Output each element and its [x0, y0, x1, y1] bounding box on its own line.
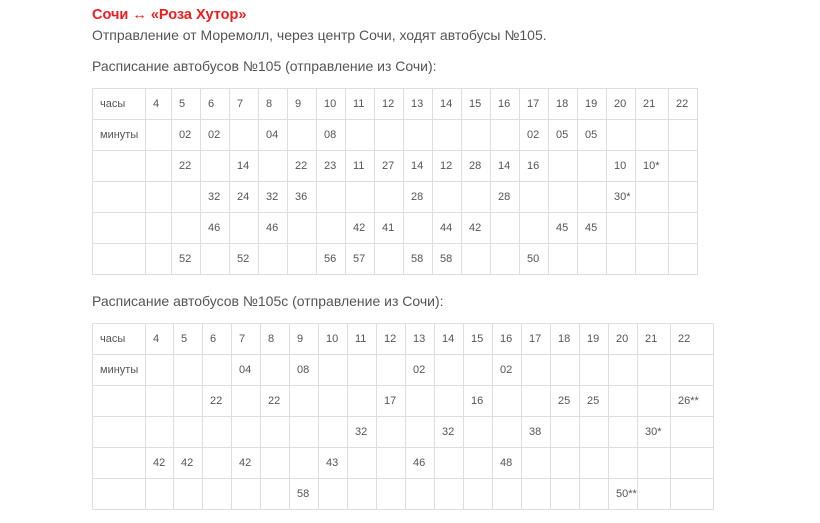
- minute-cell: [580, 417, 609, 448]
- minute-cell: [522, 479, 551, 510]
- minutes-label: минуты: [93, 355, 146, 386]
- hour-cell: 16: [491, 89, 520, 120]
- hour-cell: 12: [375, 89, 404, 120]
- minute-cell: [375, 182, 404, 213]
- minute-cell: 32: [435, 417, 464, 448]
- minute-cell: [520, 213, 549, 244]
- hour-cell: 13: [404, 89, 433, 120]
- minute-cell: 25: [580, 386, 609, 417]
- hour-cell: 15: [464, 324, 493, 355]
- minute-cell: [146, 151, 172, 182]
- minute-cell: [230, 120, 259, 151]
- minute-cell: [406, 417, 435, 448]
- minute-cell: [669, 213, 698, 244]
- hour-cell: 8: [259, 89, 288, 120]
- minute-cell: 10: [607, 151, 636, 182]
- minute-cell: [522, 448, 551, 479]
- minute-cell: 02: [172, 120, 201, 151]
- minute-cell: [406, 479, 435, 510]
- minute-cell: [348, 479, 377, 510]
- minute-cell: [230, 213, 259, 244]
- minute-cell: [377, 479, 406, 510]
- minute-cell: 48: [493, 448, 522, 479]
- hour-cell: 8: [261, 324, 290, 355]
- route-description: Отправление от Моремолл, через центр Сочи, ходят автобусы №105.: [92, 27, 547, 43]
- minutes-row-continued: [93, 244, 698, 275]
- minute-cell: [259, 151, 288, 182]
- minute-cell: [435, 479, 464, 510]
- hour-cell: 4: [146, 324, 174, 355]
- minute-cell: [346, 120, 375, 151]
- minute-cell: [609, 355, 638, 386]
- minute-cell: [671, 355, 714, 386]
- minute-cell: [435, 386, 464, 417]
- minute-cell: 41: [375, 213, 404, 244]
- minutes-label: минуты: [93, 120, 146, 151]
- hour-cell: 22: [671, 324, 714, 355]
- minute-cell: [201, 151, 230, 182]
- minute-cell: 36: [288, 182, 317, 213]
- minute-cell: [404, 213, 433, 244]
- hour-cell: 7: [230, 89, 259, 120]
- minute-cell: [669, 120, 698, 151]
- minute-cell: 28: [404, 182, 433, 213]
- minute-cell: 57: [346, 244, 375, 275]
- minute-cell: [288, 120, 317, 151]
- minute-cell: 05: [549, 120, 578, 151]
- minute-cell: 08: [290, 355, 319, 386]
- minute-cell: 10*: [636, 151, 669, 182]
- minute-cell: [493, 479, 522, 510]
- minute-cell: [232, 479, 261, 510]
- minute-cell: 22: [172, 151, 201, 182]
- minute-cell: 17: [377, 386, 406, 417]
- minute-cell: [464, 417, 493, 448]
- hour-cell: 12: [377, 324, 406, 355]
- minute-cell: [317, 213, 346, 244]
- minute-cell: 38: [522, 417, 551, 448]
- minute-cell: [232, 417, 261, 448]
- minutes-row-continued: [93, 448, 714, 479]
- minute-cell: [375, 244, 404, 275]
- minute-cell: [377, 355, 406, 386]
- minute-cell: 46: [201, 213, 230, 244]
- minute-cell: [578, 151, 607, 182]
- minute-cell: 28: [491, 182, 520, 213]
- hour-cell: 4: [146, 89, 172, 120]
- minute-cell: [669, 151, 698, 182]
- minute-cell: [462, 182, 491, 213]
- minute-cell: [377, 417, 406, 448]
- minute-cell: [174, 417, 203, 448]
- hour-cell: 17: [522, 324, 551, 355]
- minute-cell: [638, 479, 671, 510]
- minute-cell: 22: [261, 386, 290, 417]
- minute-cell: [609, 386, 638, 417]
- minute-cell: [580, 479, 609, 510]
- minute-cell: [520, 182, 549, 213]
- hours-row: [93, 324, 714, 355]
- minute-cell: [93, 182, 146, 213]
- minute-cell: 45: [578, 213, 607, 244]
- hour-cell: 21: [636, 89, 669, 120]
- minute-cell: 58: [404, 244, 433, 275]
- minute-cell: 52: [230, 244, 259, 275]
- minutes-row-continued: [93, 479, 714, 510]
- minute-cell: 30*: [638, 417, 671, 448]
- minute-cell: [549, 151, 578, 182]
- minute-cell: [93, 417, 146, 448]
- minute-cell: [172, 182, 201, 213]
- minute-cell: [491, 213, 520, 244]
- minute-cell: [146, 417, 174, 448]
- minute-cell: [549, 182, 578, 213]
- minutes-row: [93, 120, 698, 151]
- minute-cell: [607, 120, 636, 151]
- hour-cell: 20: [609, 324, 638, 355]
- minute-cell: [146, 355, 174, 386]
- minute-cell: [288, 213, 317, 244]
- minute-cell: [261, 355, 290, 386]
- minute-cell: [636, 213, 669, 244]
- schedule-105-table: [92, 88, 698, 275]
- minute-cell: [174, 355, 203, 386]
- minute-cell: 50: [520, 244, 549, 275]
- minute-cell: [669, 182, 698, 213]
- minutes-row-continued: [93, 151, 698, 182]
- minute-cell: 32: [259, 182, 288, 213]
- hours-label: часы: [93, 324, 146, 355]
- minute-cell: 04: [232, 355, 261, 386]
- minute-cell: [671, 417, 714, 448]
- minute-cell: 32: [348, 417, 377, 448]
- minute-cell: [669, 244, 698, 275]
- minute-cell: 42: [346, 213, 375, 244]
- minute-cell: [609, 417, 638, 448]
- minute-cell: [146, 386, 174, 417]
- minute-cell: [462, 244, 491, 275]
- minute-cell: [493, 386, 522, 417]
- minute-cell: 05: [578, 120, 607, 151]
- minute-cell: [549, 244, 578, 275]
- minute-cell: [317, 182, 346, 213]
- minutes-row-continued: [93, 213, 698, 244]
- minute-cell: [261, 479, 290, 510]
- minute-cell: [435, 448, 464, 479]
- minutes-row-continued: [93, 386, 714, 417]
- minute-cell: [607, 244, 636, 275]
- minute-cell: [146, 479, 174, 510]
- minute-cell: [290, 386, 319, 417]
- minute-cell: [433, 182, 462, 213]
- minute-cell: [93, 244, 146, 275]
- hour-cell: 7: [232, 324, 261, 355]
- minute-cell: [404, 120, 433, 151]
- minute-cell: 16: [464, 386, 493, 417]
- hour-cell: 5: [172, 89, 201, 120]
- minute-cell: [288, 244, 317, 275]
- hour-cell: 17: [520, 89, 549, 120]
- minute-cell: [93, 448, 146, 479]
- minute-cell: [638, 448, 671, 479]
- minute-cell: [146, 213, 172, 244]
- minute-cell: [609, 448, 638, 479]
- hour-cell: 9: [288, 89, 317, 120]
- minute-cell: 11: [346, 151, 375, 182]
- minute-cell: [578, 182, 607, 213]
- minute-cell: [232, 386, 261, 417]
- minute-cell: [636, 244, 669, 275]
- minute-cell: [406, 386, 435, 417]
- minute-cell: [174, 386, 203, 417]
- hour-cell: 10: [317, 89, 346, 120]
- minute-cell: [464, 355, 493, 386]
- minute-cell: [522, 355, 551, 386]
- minute-cell: [146, 182, 172, 213]
- minute-cell: 26**: [671, 386, 714, 417]
- minute-cell: 04: [259, 120, 288, 151]
- minute-cell: [261, 448, 290, 479]
- hour-cell: 11: [348, 324, 377, 355]
- minute-cell: [290, 417, 319, 448]
- minute-cell: 02: [520, 120, 549, 151]
- schedule-105c-heading: Расписание автобусов №105с (отправление из Сочи):: [92, 293, 444, 309]
- minute-cell: 30*: [607, 182, 636, 213]
- minute-cell: 22: [288, 151, 317, 182]
- minute-cell: 24: [230, 182, 259, 213]
- minute-cell: 46: [259, 213, 288, 244]
- hour-cell: 21: [638, 324, 671, 355]
- minute-cell: 27: [375, 151, 404, 182]
- minute-cell: [203, 448, 232, 479]
- minute-cell: [146, 120, 172, 151]
- minute-cell: 52: [172, 244, 201, 275]
- minute-cell: 02: [493, 355, 522, 386]
- minute-cell: [174, 479, 203, 510]
- minute-cell: [93, 151, 146, 182]
- hour-cell: 11: [346, 89, 375, 120]
- hour-cell: 9: [290, 324, 319, 355]
- minute-cell: 32: [201, 182, 230, 213]
- hour-cell: 18: [551, 324, 580, 355]
- minute-cell: 42: [462, 213, 491, 244]
- hours-label: часы: [93, 89, 146, 120]
- minute-cell: [319, 417, 348, 448]
- minutes-row-continued: [93, 182, 698, 213]
- minute-cell: [671, 479, 714, 510]
- minute-cell: 23: [317, 151, 346, 182]
- minutes-row: [93, 355, 714, 386]
- minute-cell: [551, 417, 580, 448]
- minute-cell: [261, 417, 290, 448]
- minute-cell: 14: [404, 151, 433, 182]
- minute-cell: [607, 213, 636, 244]
- minute-cell: [259, 244, 288, 275]
- minute-cell: [638, 386, 671, 417]
- minute-cell: [93, 386, 146, 417]
- minute-cell: [93, 479, 146, 510]
- schedule-105c-table: [92, 323, 714, 510]
- minute-cell: 58: [290, 479, 319, 510]
- minute-cell: 42: [232, 448, 261, 479]
- hour-cell: 14: [433, 89, 462, 120]
- hour-cell: 10: [319, 324, 348, 355]
- hour-cell: 18: [549, 89, 578, 120]
- minute-cell: 14: [491, 151, 520, 182]
- minute-cell: 45: [549, 213, 578, 244]
- minute-cell: 56: [317, 244, 346, 275]
- route-title: Сочи ↔ «Роза Хутор»: [92, 7, 247, 23]
- hour-cell: 19: [580, 324, 609, 355]
- minute-cell: [671, 448, 714, 479]
- minute-cell: 46: [406, 448, 435, 479]
- minutes-row-continued: [93, 417, 714, 448]
- minute-cell: [201, 244, 230, 275]
- minute-cell: [435, 355, 464, 386]
- minute-cell: 28: [462, 151, 491, 182]
- minute-cell: [462, 120, 491, 151]
- minute-cell: [636, 182, 669, 213]
- minute-cell: 02: [201, 120, 230, 151]
- minute-cell: [146, 244, 172, 275]
- minute-cell: 42: [146, 448, 174, 479]
- minute-cell: [203, 355, 232, 386]
- minute-cell: [93, 213, 146, 244]
- minute-cell: 43: [319, 448, 348, 479]
- minute-cell: [580, 448, 609, 479]
- minute-cell: 14: [230, 151, 259, 182]
- hour-cell: 13: [406, 324, 435, 355]
- hour-cell: 20: [607, 89, 636, 120]
- minute-cell: [491, 120, 520, 151]
- minute-cell: [348, 448, 377, 479]
- minute-cell: [203, 417, 232, 448]
- minute-cell: 08: [317, 120, 346, 151]
- minute-cell: [290, 448, 319, 479]
- minute-cell: [348, 386, 377, 417]
- minute-cell: [636, 120, 669, 151]
- minute-cell: [464, 448, 493, 479]
- minute-cell: [319, 355, 348, 386]
- minute-cell: 22: [203, 386, 232, 417]
- minute-cell: [580, 355, 609, 386]
- minute-cell: [319, 386, 348, 417]
- schedule-105-heading: Расписание автобусов №105 (отправление из Сочи):: [92, 58, 437, 74]
- minute-cell: [346, 182, 375, 213]
- minute-cell: [522, 386, 551, 417]
- hour-cell: 14: [435, 324, 464, 355]
- hour-cell: 5: [174, 324, 203, 355]
- minute-cell: [375, 120, 404, 151]
- minute-cell: 44: [433, 213, 462, 244]
- minute-cell: [551, 448, 580, 479]
- hour-cell: 6: [203, 324, 232, 355]
- hour-cell: 6: [201, 89, 230, 120]
- minute-cell: 02: [406, 355, 435, 386]
- minute-cell: [377, 448, 406, 479]
- minute-cell: [348, 355, 377, 386]
- minute-cell: [172, 213, 201, 244]
- minute-cell: 12: [433, 151, 462, 182]
- hour-cell: 16: [493, 324, 522, 355]
- minute-cell: [203, 479, 232, 510]
- minute-cell: 58: [433, 244, 462, 275]
- minute-cell: [638, 355, 671, 386]
- hour-cell: 22: [669, 89, 698, 120]
- minute-cell: 16: [520, 151, 549, 182]
- hour-cell: 19: [578, 89, 607, 120]
- minute-cell: 50**: [609, 479, 638, 510]
- minute-cell: [493, 417, 522, 448]
- hours-row: [93, 89, 698, 120]
- minute-cell: [551, 355, 580, 386]
- minute-cell: [319, 479, 348, 510]
- minute-cell: 25: [551, 386, 580, 417]
- minute-cell: [578, 244, 607, 275]
- minute-cell: [551, 479, 580, 510]
- minute-cell: [433, 120, 462, 151]
- hour-cell: 15: [462, 89, 491, 120]
- minute-cell: [464, 479, 493, 510]
- minute-cell: 42: [174, 448, 203, 479]
- minute-cell: [491, 244, 520, 275]
